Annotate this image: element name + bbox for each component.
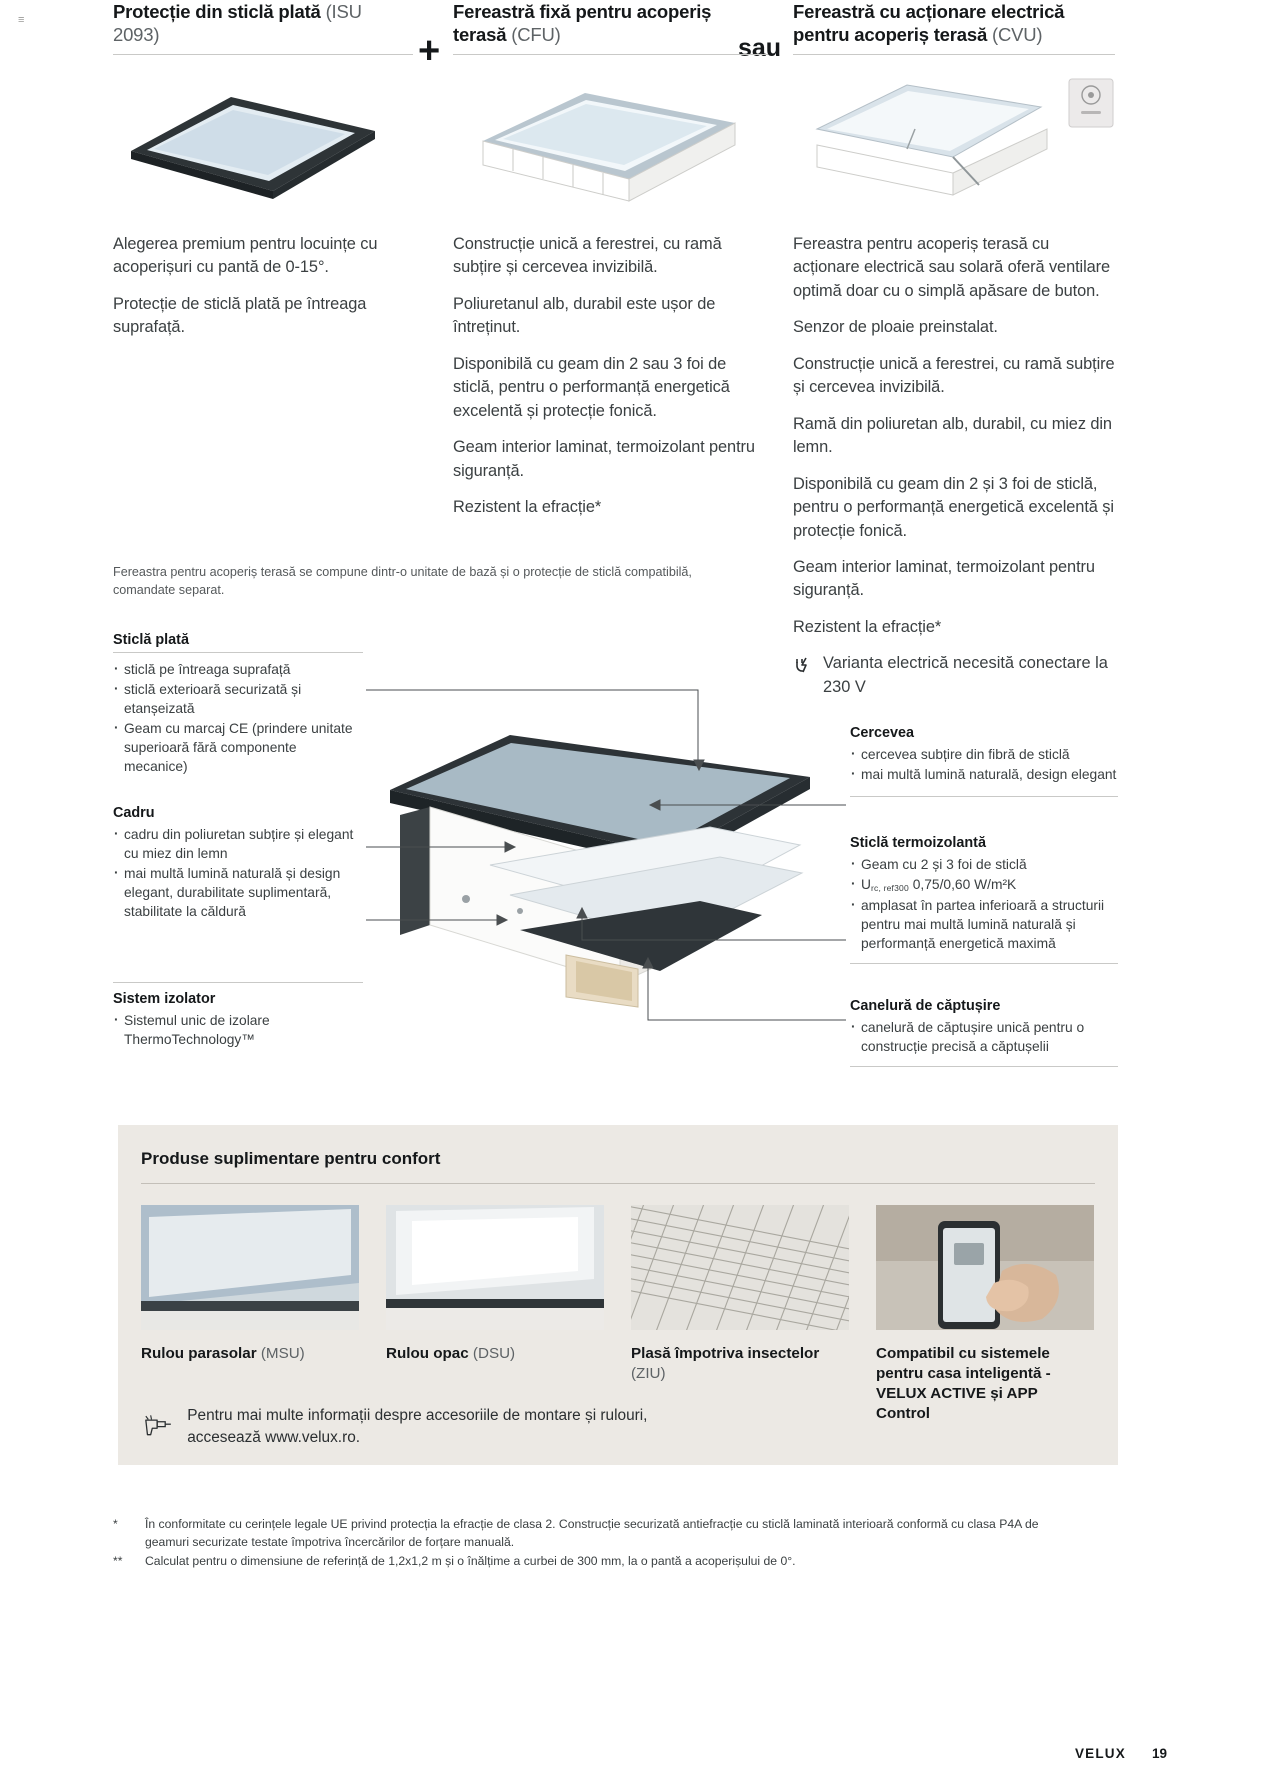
title-divider — [793, 54, 1115, 55]
accessories-footer-text: Pentru mai multe informații despre accesoriile de montare și rulouri, accesează www.velux.ro. — [187, 1407, 648, 1446]
spec-list — [113, 825, 363, 921]
accessory-code: (DSU) — [472, 1345, 516, 1362]
product-title-cfu — [453, 0, 768, 48]
spec-list — [850, 745, 1118, 784]
accessory-item-msu[interactable] — [141, 1205, 359, 1424]
spec-list — [850, 855, 1118, 953]
product-paragraph: Fereastra pentru acoperiș terasă cu acționare electrică sau solară oferă ventilare optimă doar cu o simplă apăsare de buton. — [793, 235, 1111, 300]
footnote-text: Calculat pentru o dimensiune de referință de 1,2x1,2 m și o înălțime a curbei de 300 mm, la o pantă a acoperișului de 0°. — [145, 1554, 796, 1569]
spec-list — [850, 1018, 1118, 1056]
spec-item: · sticlă pe întreaga suprafață — [113, 660, 363, 679]
product-paragraph: Geam interior laminat, termoizolant pentru siguranță. — [793, 557, 1095, 600]
spec-item: · Geam cu 2 și 3 foi de sticlă — [850, 855, 1118, 874]
spec-divider — [850, 963, 1118, 964]
product-paragraph: Construcție unică a ferestrei, cu ramă subțire și cercevea invizibilă. — [453, 235, 722, 277]
footnote-row — [113, 1553, 1073, 1571]
footnotes — [113, 1516, 1073, 1573]
accessory-label — [386, 1344, 604, 1364]
spec-item: · sticlă exterioară securizată și etanșeizată — [113, 680, 363, 718]
drill-icon — [141, 1405, 173, 1445]
accessory-name: Plasă împotriva insectelor — [631, 1345, 820, 1362]
spec-item: · cadru din poliuretan subțire și elegant cu miez din lemn — [113, 825, 363, 863]
spec-block-sticla-termoizolanta — [850, 835, 1118, 964]
footnote-mark: ** — [113, 1554, 123, 1569]
footnote-text: În conformitate cu cerințele legale UE privind protecția la efracție de clasa 2. Construcție securizată antiefracție cu sticlă laminată interioară conformă cu clasa P4A de geamuri securizate testate împotriva încercărilor de forțare manuală. — [145, 1517, 1039, 1549]
product-title-isu — [113, 0, 413, 48]
accessory-code: (ZIU) — [631, 1365, 666, 1383]
spec-block-canelura — [850, 998, 1118, 1067]
title-divider — [453, 54, 768, 55]
product-title-cvu — [793, 0, 1115, 48]
product-paragraph: Protecție de sticlă plată pe întreaga suprafață. — [113, 294, 367, 337]
accessories-footer-note — [141, 1405, 701, 1448]
spec-divider — [850, 1066, 1118, 1067]
accessory-item-smart-home[interactable] — [876, 1205, 1094, 1424]
product-description-isu — [113, 233, 413, 340]
spec-title: Sistem izolator — [113, 982, 363, 1007]
u-subscript: rc, ref300 — [870, 883, 909, 894]
product-image-cfu — [453, 65, 768, 215]
product-code: (CVU) — [992, 24, 1043, 46]
corner-mark: ≡ — [18, 14, 26, 26]
accessory-label — [141, 1344, 359, 1364]
insect-screen-thumbnail — [631, 1205, 849, 1330]
awning-blind-thumbnail — [141, 1205, 359, 1330]
power-requirement-text: Varianta electrică necesită conectare la 230 V — [823, 654, 1108, 696]
accessories-title: Produse suplimentare pentru confort — [141, 1149, 441, 1168]
spec-block-sticla-plata — [113, 632, 363, 777]
spec-item: · canelură de căptușire unică pentru o construcție precisă a căptușelii — [850, 1018, 1118, 1056]
product-title-text: Fereastră fixă pentru acoperiș terasă — [453, 1, 712, 46]
spec-item: · mai multă lumină naturală, design elegant — [850, 765, 1118, 784]
product-paragraph: Rezistent la efracție* — [793, 617, 942, 636]
product-paragraph: Senzor de ploaie preinstalat. — [793, 318, 998, 337]
spec-item: · mai multă lumină naturală și design elegant, durabilitate suplimentară, stabilitate la căldură — [113, 864, 363, 921]
u-value: 0,75/0,60 W/m²K — [912, 877, 1017, 893]
product-paragraph: Alegerea premium pentru locuințe cu acoperișuri cu pantă de 0-15°. — [113, 235, 378, 277]
compose-note: Fereastra pentru acoperiș terasă se compune dintr-o unitate de bază și o protecție de sticlă compatibilă, comandate separat. — [113, 565, 692, 597]
u-symbol: U — [861, 877, 871, 893]
page-footer — [1075, 1746, 1167, 1761]
accessories-divider — [141, 1183, 1095, 1184]
cutaway-diagram-section — [0, 620, 1280, 1080]
footnote-row — [113, 1516, 1073, 1551]
product-image-cvu — [793, 65, 1115, 215]
or-connector-label: sau — [738, 34, 782, 62]
spec-item: · amplasat în partea inferioară a structurii pentru mai multă lumină naturală și performanță energetică maximă — [850, 896, 1118, 953]
spec-block-sistem-izolator — [113, 982, 363, 1050]
accessory-label — [876, 1344, 1094, 1424]
accessory-name: Compatibil cu sistemele pentru casa inteligentă - VELUX ACTIVE și APP Control — [876, 1345, 1051, 1423]
spec-block-cadru — [113, 805, 363, 922]
product-paragraph: Rezistent la efracție* — [453, 498, 602, 517]
fixed-flat-roof-window-illustration — [473, 79, 743, 209]
spec-title: Sticlă termoizolantă — [850, 835, 986, 851]
spec-item: · cercevea subțire din fibră de sticlă — [850, 745, 1118, 764]
product-description-cfu — [453, 233, 768, 520]
flat-roof-window-cutaway-diagram — [370, 715, 830, 1035]
spec-item-u-value — [850, 875, 1118, 895]
spec-list — [113, 652, 363, 776]
product-title-text: Protecție din sticlă plată — [113, 1, 321, 22]
product-column-isu — [113, 0, 413, 353]
product-paragraph: Geam interior laminat, termoizolant pentru siguranță. — [453, 438, 755, 480]
product-paragraph: Disponibilă cu geam din 2 și 3 foi de sticlă, pentru o performanță energetică excelentă și protecție fonică. — [793, 474, 1114, 540]
plus-connector-icon: + — [418, 30, 441, 72]
product-image-isu — [113, 65, 413, 215]
title-divider — [113, 54, 413, 55]
footnote-mark: * — [113, 1517, 118, 1531]
spec-divider — [850, 796, 1118, 797]
product-title-text: Fereastră cu acționare electrică pentru acoperiș terasă — [793, 1, 1065, 46]
product-column-cfu — [453, 0, 768, 533]
remote-control-icon — [1067, 77, 1115, 129]
flat-glass-cover-illustration — [123, 79, 383, 199]
blackout-blind-thumbnail — [386, 1205, 604, 1330]
spec-title: Canelură de căptușire — [850, 998, 1001, 1014]
page-number: 19 — [1151, 1746, 1167, 1761]
product-paragraph: Disponibilă cu geam din 2 sau 3 foi de sticlă, pentru o performanță energetică excelentă și protecție fonică. — [453, 354, 730, 420]
electric-flat-roof-window-illustration — [803, 75, 1063, 205]
product-paragraph: Construcție unică a ferestrei, cu ramă subțire și cercevea invizibilă. — [793, 354, 1115, 397]
smart-home-app-thumbnail — [876, 1205, 1094, 1330]
product-code: (ISU 2093) — [113, 1, 362, 46]
spec-title: Cadru — [113, 805, 155, 821]
product-code: (CFU) — [511, 24, 561, 46]
spec-title: Sticlă plată — [113, 632, 189, 648]
accessories-grid — [141, 1205, 1095, 1424]
brand-logo: VELUX — [1074, 1746, 1126, 1761]
accessory-name: Rulou parasolar — [141, 1345, 257, 1362]
accessory-code: (MSU) — [260, 1345, 305, 1362]
accessory-label — [631, 1344, 849, 1384]
accessory-item-ziu[interactable] — [631, 1205, 849, 1424]
spec-list — [113, 1011, 363, 1049]
product-paragraph: Ramă din poliuretan alb, durabil, cu miez din lemn. — [793, 414, 1112, 457]
spec-item: · Geam cu marcaj CE (prindere unitate superioară fără componente mecanice) — [113, 719, 363, 776]
accessory-item-dsu[interactable] — [386, 1205, 604, 1424]
product-paragraph: Poliuretanul alb, durabil este ușor de întreținut. — [453, 294, 716, 337]
spec-item: · Sistemul unic de izolare ThermoTechnology™ — [113, 1011, 363, 1049]
accessory-name: Rulou opac — [386, 1345, 469, 1362]
product-column-cvu — [793, 0, 1115, 699]
accessories-panel — [118, 1125, 1118, 1465]
spec-title: Cercevea — [850, 725, 915, 741]
spec-block-cercevea — [850, 725, 1118, 797]
